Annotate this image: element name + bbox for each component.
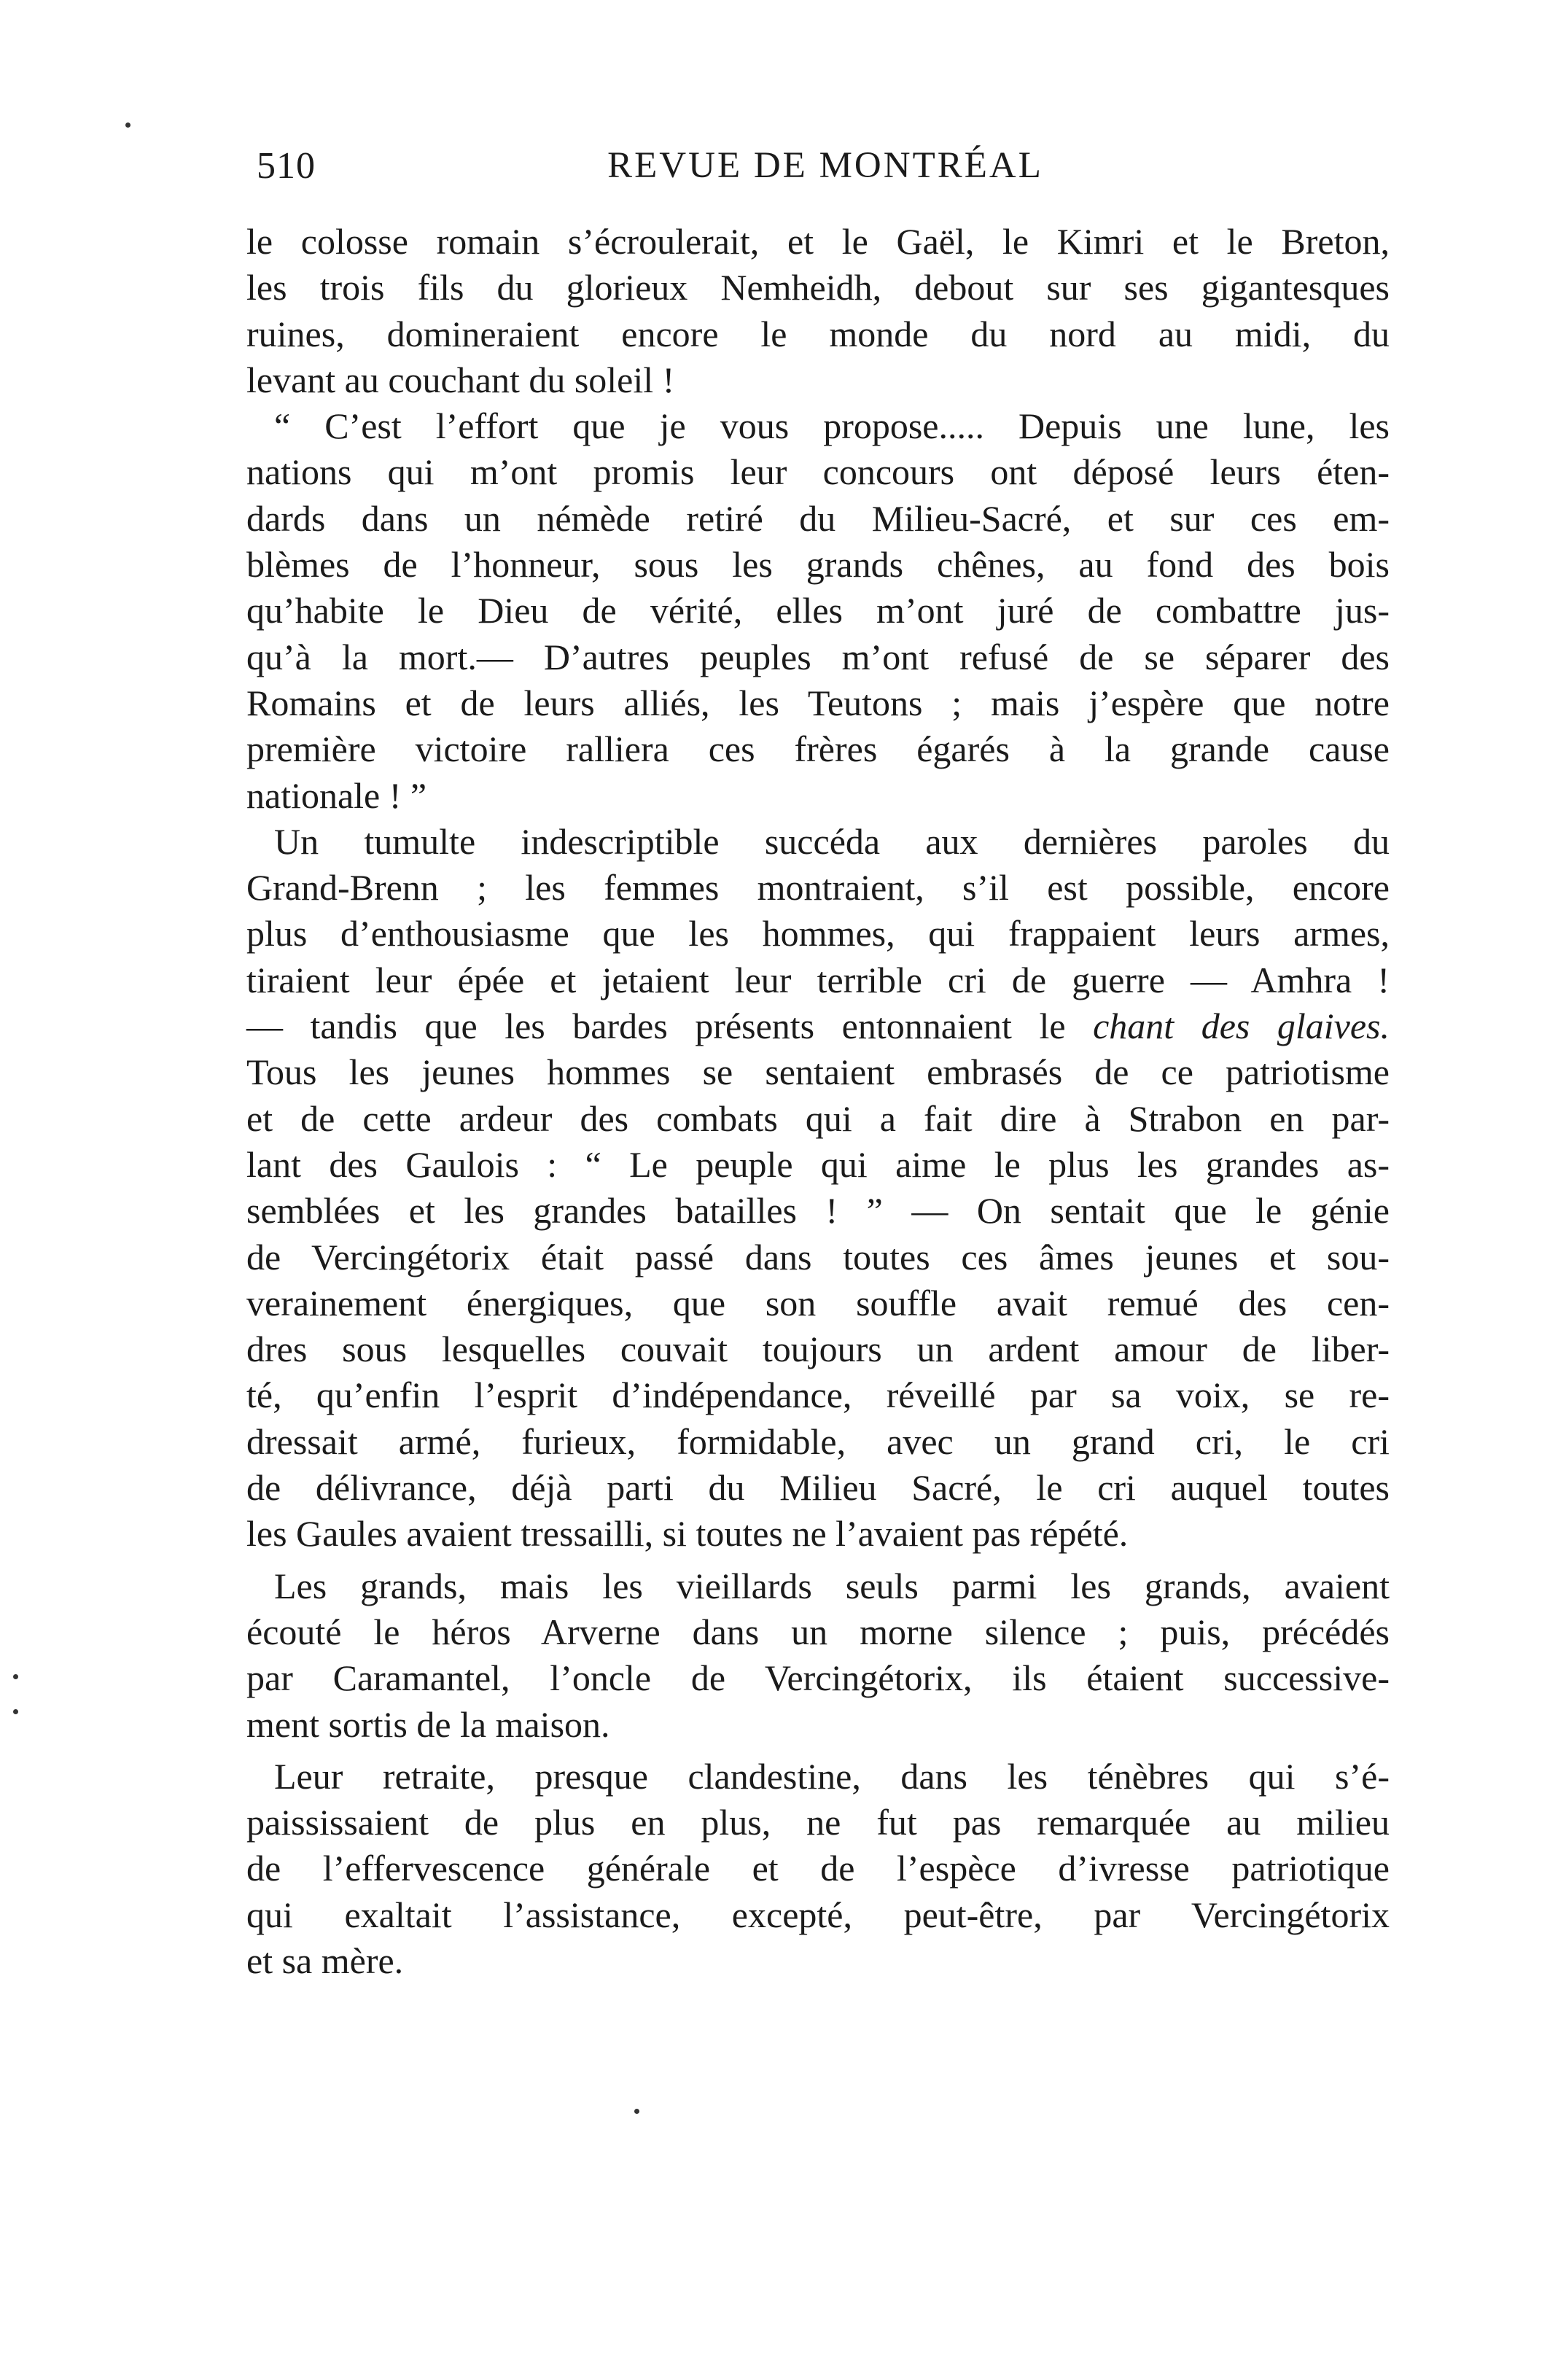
paragraph (246, 1754, 1390, 1984)
text-line: tiraient leur épée et jetaient leur terrible cri de guerre — Amhra ! (246, 959, 1390, 1000)
paragraph-spacer (246, 1558, 1390, 1563)
text-line: lant des Gaulois : “ Le peuple qui aime le plus les grandes as- (246, 1143, 1390, 1185)
text-line: ruines, domineraient encore le monde du nord au midi, du (246, 313, 1390, 354)
text-line: blèmes de l’honneur, sous les grands chênes, au fond des bois (246, 544, 1390, 586)
text-line: et sa mère. (246, 1940, 404, 1981)
ink-speck (13, 1674, 18, 1679)
paragraph-spacer (246, 1748, 1390, 1754)
text-line: par Caramantel, l’oncle de Vercingétorix, ils étaient successive- (246, 1657, 1390, 1699)
ink-speck (13, 1709, 18, 1714)
text-line: Tous les jeunes hommes se sentaient embrasés de ce patriotisme (246, 1051, 1390, 1093)
text-line: nations qui m’ont promis leur concours ont déposé leurs éten- (246, 451, 1390, 493)
text-line: les trois fils du glorieux Nemheidh, debout sur ses gigantesques (246, 267, 1390, 308)
text-line: Les grands, mais les vieillards seuls parmi les grands, avaient (274, 1565, 1390, 1606)
paragraph (246, 403, 1390, 819)
text-line: qui exaltait l’assistance, excepté, peut-être, par Vercingétorix (246, 1894, 1390, 1935)
text-line: Grand-Brenn ; les femmes montraient, s’il est possible, encore (246, 867, 1390, 909)
paragraph (246, 1563, 1390, 1748)
text-line: de l’effervescence générale et de l’espèce d’ivresse patriotique (246, 1848, 1390, 1889)
text-line: le colosse romain s’écroulerait, et le Gaël, le Kimri et le Breton, (246, 221, 1390, 262)
page-header (257, 144, 1394, 195)
ink-speck (125, 122, 130, 128)
ink-speck (634, 2109, 639, 2114)
text-line (246, 1003, 1390, 1049)
text-line: semblées et les grandes batailles ! ” — On sentait que le génie (246, 1190, 1390, 1232)
text-line: levant au couchant du soleil ! (246, 359, 675, 400)
text-line: et de cette ardeur des combats qui a fait dire à Strabon en par- (246, 1097, 1390, 1139)
text-line: “ C’est l’effort que je vous propose..... Depuis une lune, les (274, 405, 1390, 447)
text-line: écouté le héros Arverne dans un morne silence ; puis, précédés (246, 1611, 1390, 1652)
text-line: de délivrance, déjà parti du Milieu Sacré, le cri auquel toutes (246, 1467, 1390, 1509)
text-line: dards dans un némède retiré du Milieu-Sacré, et sur ces em- (246, 497, 1390, 539)
text-line: Romains et de leurs alliés, les Teutons ; mais j’espère que notre (246, 682, 1390, 723)
text-line: dressait armé, furieux, formidable, avec un grand cri, le cri (246, 1420, 1390, 1462)
running-title: REVUE DE MONTRÉAL (607, 145, 1043, 186)
text-line: Leur retraite, presque clandestine, dans les ténèbres qui s’é- (274, 1755, 1390, 1797)
paragraph (246, 219, 1390, 403)
text-line: de Vercingétorix était passé dans toutes ces âmes jeunes et sou- (246, 1236, 1390, 1278)
text-line: les Gaules avaient tressailli, si toutes ne l’avaient pas répété. (246, 1513, 1129, 1555)
text-line: paississaient de plus en plus, ne fut pas remarquée au milieu (246, 1802, 1390, 1843)
text-body (246, 219, 1390, 1984)
italic-phrase: chant des glaives. (1093, 1006, 1390, 1047)
text-line: verainement énergiques, que son souffle avait remué des cen- (246, 1282, 1390, 1323)
text-line: qu’habite le Dieu de vérité, elles m’ont juré de combattre jus- (246, 590, 1390, 631)
text-line: té, qu’enfin l’esprit d’indépendance, réveillé par sa voix, se re- (246, 1374, 1390, 1416)
text-line: qu’à la mort.— D’autres peuples m’ont refusé de se séparer des (246, 636, 1390, 677)
text-line: dres sous lesquelles couvait toujours un ardent amour de liber- (246, 1329, 1390, 1370)
text-line: nationale ! ” (246, 774, 427, 816)
paragraph (246, 819, 1390, 1558)
text-line: première victoire ralliera ces frères égarés à la grande cause (246, 728, 1390, 770)
text-line: ment sortis de la maison. (246, 1703, 610, 1745)
page-number: 510 (257, 145, 316, 187)
text-line: plus d’enthousiasme que les hommes, qui frappaient leurs armes, (246, 913, 1390, 954)
text-line-segment: — tandis que les bardes présents entonnaient le (246, 1006, 1066, 1047)
text-line: Un tumulte indescriptible succéda aux dernières paroles du (274, 820, 1390, 862)
